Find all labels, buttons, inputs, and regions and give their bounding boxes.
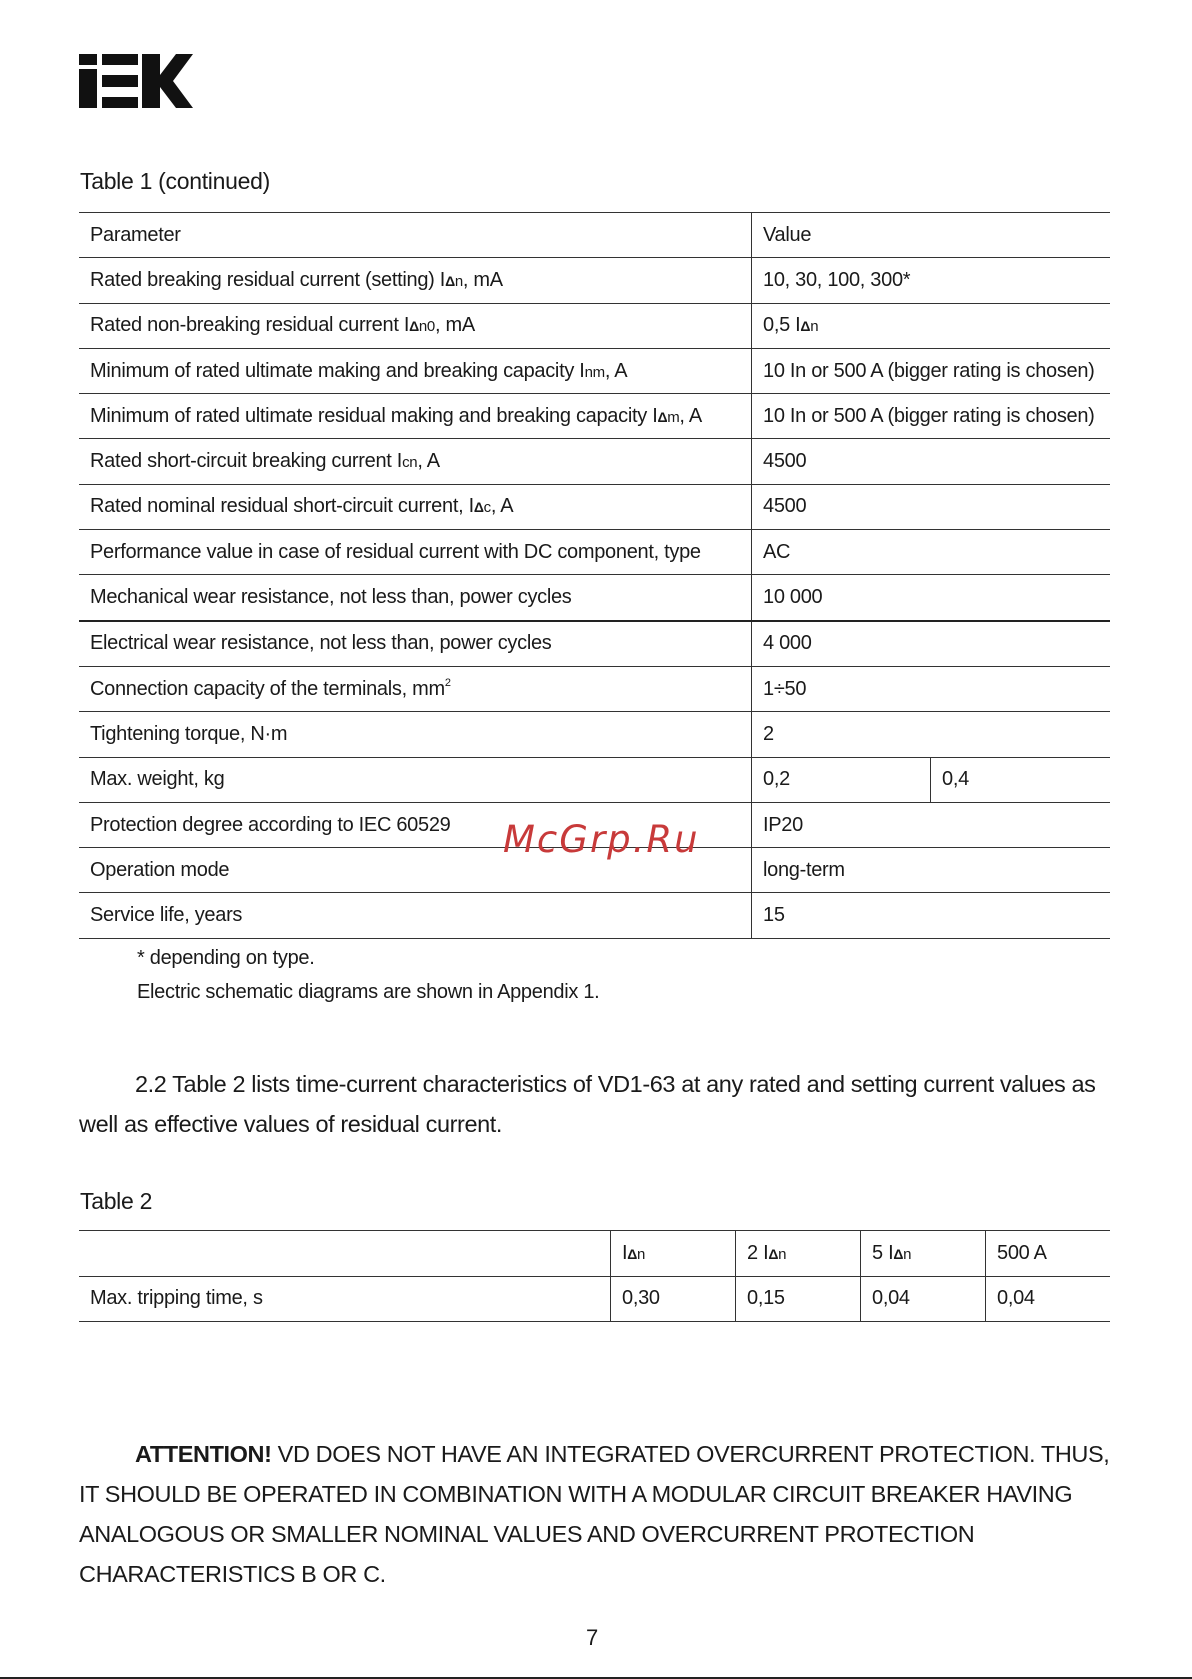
parameter-cell: Rated short-circuit breaking current Icn, A: [79, 439, 752, 484]
section-2-2-paragraph: 2.2 Table 2 lists time-current characteristics of VD1-63 at any rated and setting current values as well as effective values of residual current.: [79, 1071, 1096, 1137]
value-cell: 4500: [752, 439, 1111, 484]
parameter-cell: Rated breaking residual current (setting) IΔn, mA: [79, 258, 752, 303]
iek-logo: [79, 54, 193, 108]
parameter-cell: Service life, years: [79, 893, 752, 938]
value-cell: 0,5 IΔn: [752, 303, 1111, 348]
table-row: [79, 439, 1110, 484]
value-cell: 0,30: [611, 1276, 736, 1322]
header-cell: 2 IΔn: [736, 1231, 861, 1277]
value-cell: 15: [752, 893, 1111, 938]
table2-caption: Table 2: [80, 1188, 153, 1214]
table-row: [79, 530, 1110, 575]
value-cell: 1÷50: [752, 666, 1111, 711]
header-empty: [79, 1231, 611, 1277]
value-cell: 10, 30, 100, 300*: [752, 258, 1111, 303]
value-cell: IP20: [752, 802, 1111, 847]
attention-lead: ATTENTION!: [135, 1441, 272, 1467]
table-row: [79, 757, 1110, 802]
value-cell-a: 0,2: [752, 757, 931, 802]
header-cell: IΔn: [611, 1231, 736, 1277]
header-cell: 5 IΔn: [861, 1231, 986, 1277]
appendix-note: Electric schematic diagrams are shown in Appendix 1.: [137, 981, 600, 1003]
watermark: McGrp.Ru: [503, 818, 700, 861]
parameter-cell: Protection degree according to IEC 60529: [79, 802, 752, 847]
row-label: Max. tripping time, s: [79, 1276, 611, 1322]
table-row: [79, 1276, 1110, 1322]
table-row: [79, 394, 1110, 439]
table-row: [79, 484, 1110, 529]
value-cell: 10 000: [752, 575, 1111, 621]
table1-footnote: * depending on type.: [137, 947, 315, 969]
iek-logo-icon: [79, 54, 193, 108]
header-value: Value: [752, 213, 1111, 258]
parameter-cell: Rated nominal residual short-circuit current, IΔc, A: [79, 484, 752, 529]
header-parameter: Parameter: [79, 213, 752, 258]
parameter-cell: Connection capacity of the terminals, $mm^2$: [79, 666, 752, 711]
attention-paragraph: [79, 1434, 1119, 1594]
value-cell: AC: [752, 530, 1111, 575]
parameter-cell: Rated non-breaking residual current IΔn0, mA: [79, 303, 752, 348]
table-row: [79, 575, 1110, 621]
value-cell: 2: [752, 712, 1111, 757]
value-cell-b: 0,4: [931, 757, 1111, 802]
parameter-cell: Minimum of rated ultimate residual making and breaking capacity IΔm, A: [79, 394, 752, 439]
value-cell: 4 000: [752, 621, 1111, 667]
page-number: 7: [586, 1625, 599, 1650]
table-row: [79, 712, 1110, 757]
parameter-cell: Electrical wear resistance, not less than, power cycles: [79, 621, 752, 667]
parameter-cell: Tightening torque, N·m: [79, 712, 752, 757]
header-cell: 500 A: [986, 1231, 1111, 1277]
attention-text: VD DOES NOT HAVE AN INTEGRATED OVERCURRENT PROTECTION. THUS, IT SHOULD BE OPERATED IN COMBINATION WITH A MODULAR CIRCUIT BREAKER HAVING ANALOGOUS OR SMALLER NOMINAL VALUES AND OVERCURRENT PROTECTION CHARACTERISTICS B OR C.: [79, 1441, 1110, 1587]
value-cell: 0,04: [986, 1276, 1111, 1322]
value-cell: 10 In or 500 A (bigger rating is chosen): [752, 348, 1111, 393]
parameter-cell: Max. weight, kg: [79, 757, 752, 802]
table-row-header: [79, 213, 1110, 258]
table-row: [79, 621, 1110, 667]
value-cell: 4500: [752, 484, 1111, 529]
value-cell: 0,04: [861, 1276, 986, 1322]
value-cell: 0,15: [736, 1276, 861, 1322]
table1-caption: Table 1 (continued): [80, 168, 270, 194]
parameter-cell: Mechanical wear resistance, not less than, power cycles: [79, 575, 752, 621]
table2-tripping-time: [79, 1230, 1110, 1322]
parameter-cell: Minimum of rated ultimate making and breaking capacity Inm, A: [79, 348, 752, 393]
table-row: [79, 893, 1110, 938]
table-row: [79, 348, 1110, 393]
parameter-cell: Performance value in case of residual current with DC component, type: [79, 530, 752, 575]
table-row: [79, 666, 1110, 711]
table-row: [79, 303, 1110, 348]
parameter-cell: Operation mode: [79, 848, 752, 893]
table-row: [79, 258, 1110, 303]
value-cell: long-term: [752, 848, 1111, 893]
value-cell: 10 In or 500 A (bigger rating is chosen): [752, 394, 1111, 439]
table-row-header: [79, 1231, 1110, 1277]
